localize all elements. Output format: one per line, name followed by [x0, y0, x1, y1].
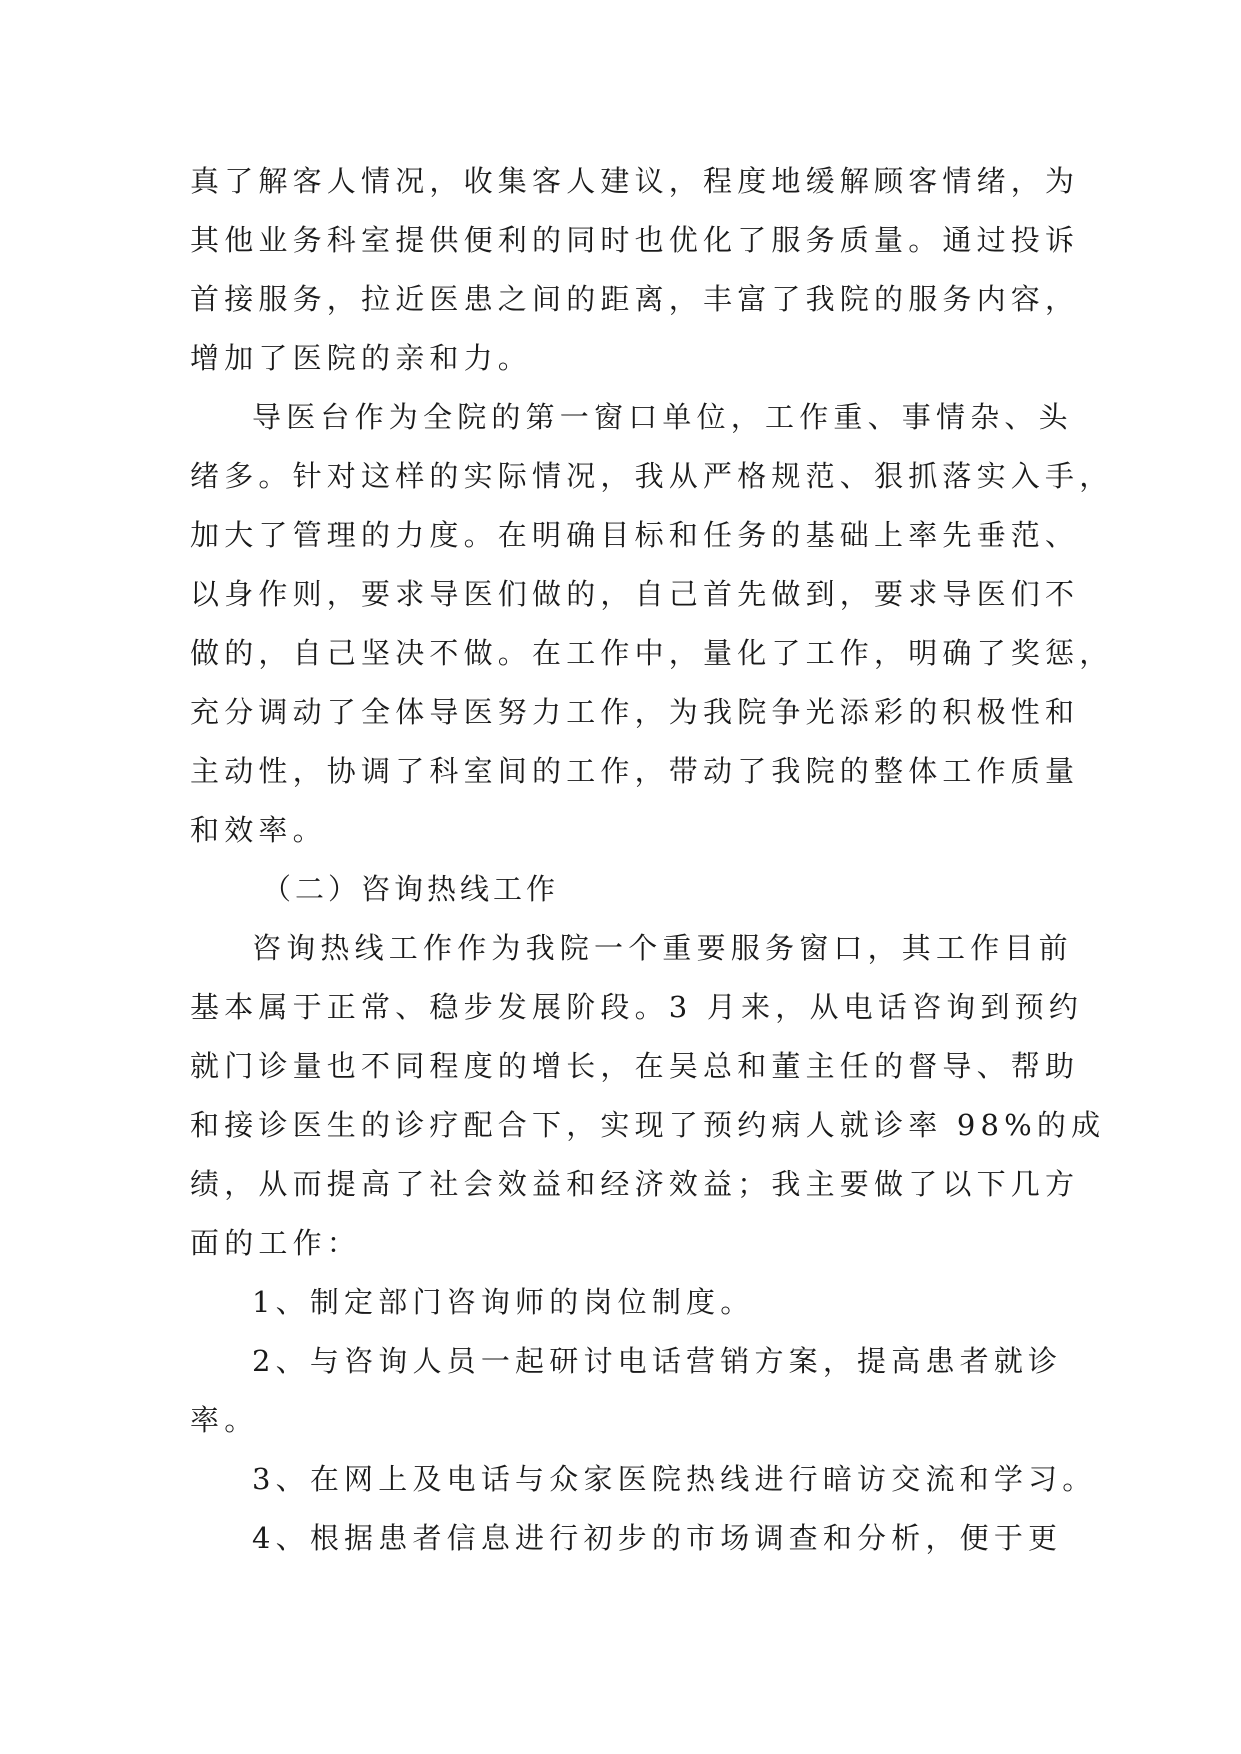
paragraph-line: 增加了医院的亲和力。 — [190, 341, 533, 375]
paragraph-line: 咨询热线工作作为我院一个重要服务窗口，其工作目前 — [252, 931, 1073, 965]
paragraph-line: 就门诊量也不同程度的增长，在吴总和董主任的督导、帮助 — [190, 1049, 1080, 1083]
paragraph-line: 充分调动了全体导医努力工作，为我院争光添彩的积极性和 — [190, 695, 1080, 729]
list-item: 4、根据患者信息进行初步的市场调查和分析，便于更 — [252, 1521, 1063, 1555]
list-item: 2、与咨询人员一起研讨电话营销方案，提高患者就诊 — [252, 1344, 1063, 1378]
list-item: 3、在网上及电话与众家医院热线进行暗访交流和学习。 — [252, 1462, 1097, 1496]
paragraph-line: 首接服务，拉近医患之间的距离，丰富了我院的服务内容， — [190, 282, 1080, 316]
paragraph-line: 导医台作为全院的第一窗口单位，工作重、事情杂、头 — [252, 400, 1073, 434]
paragraph-line: 加大了管理的力度。在明确目标和任务的基础上率先垂范、 — [190, 518, 1080, 552]
paragraph-line: 其他业务科室提供便利的同时也优化了服务质量。通过投诉 — [190, 223, 1080, 257]
section-heading: （二）咨询热线工作 — [262, 872, 560, 906]
paragraph-line: 绪多。针对这样的实际情况，我从严格规范、狠抓落实入手， — [190, 459, 1114, 493]
list-item: 1、制定部门咨询师的岗位制度。 — [252, 1285, 755, 1319]
paragraph-line: 和效率。 — [190, 813, 327, 847]
paragraph-line: 真了解客人情况，收集客人建议，程度地缓解顾客情绪，为 — [190, 164, 1080, 198]
paragraph-line: 和接诊医生的诊疗配合下，实现了预约病人就诊率 98%的成 — [190, 1108, 1106, 1142]
paragraph-line: 主动性，协调了科室间的工作，带动了我院的整体工作质量 — [190, 754, 1080, 788]
paragraph-line: 基本属于正常、稳步发展阶段。3 月来，从电话咨询到预约 — [190, 990, 1084, 1024]
list-item-continuation: 率。 — [190, 1403, 259, 1437]
paragraph-line: 做的，自己坚决不做。在工作中，量化了工作，明确了奖惩， — [190, 636, 1114, 670]
body-text — [190, 152, 1114, 1568]
paragraph-line: 以身作则，要求导医们做的，自己首先做到，要求导医们不 — [190, 577, 1080, 611]
paragraph-line: 绩，从而提高了社会效益和经济效益；我主要做了以下几方 — [190, 1167, 1080, 1201]
paragraph-line: 面的工作： — [190, 1226, 362, 1260]
